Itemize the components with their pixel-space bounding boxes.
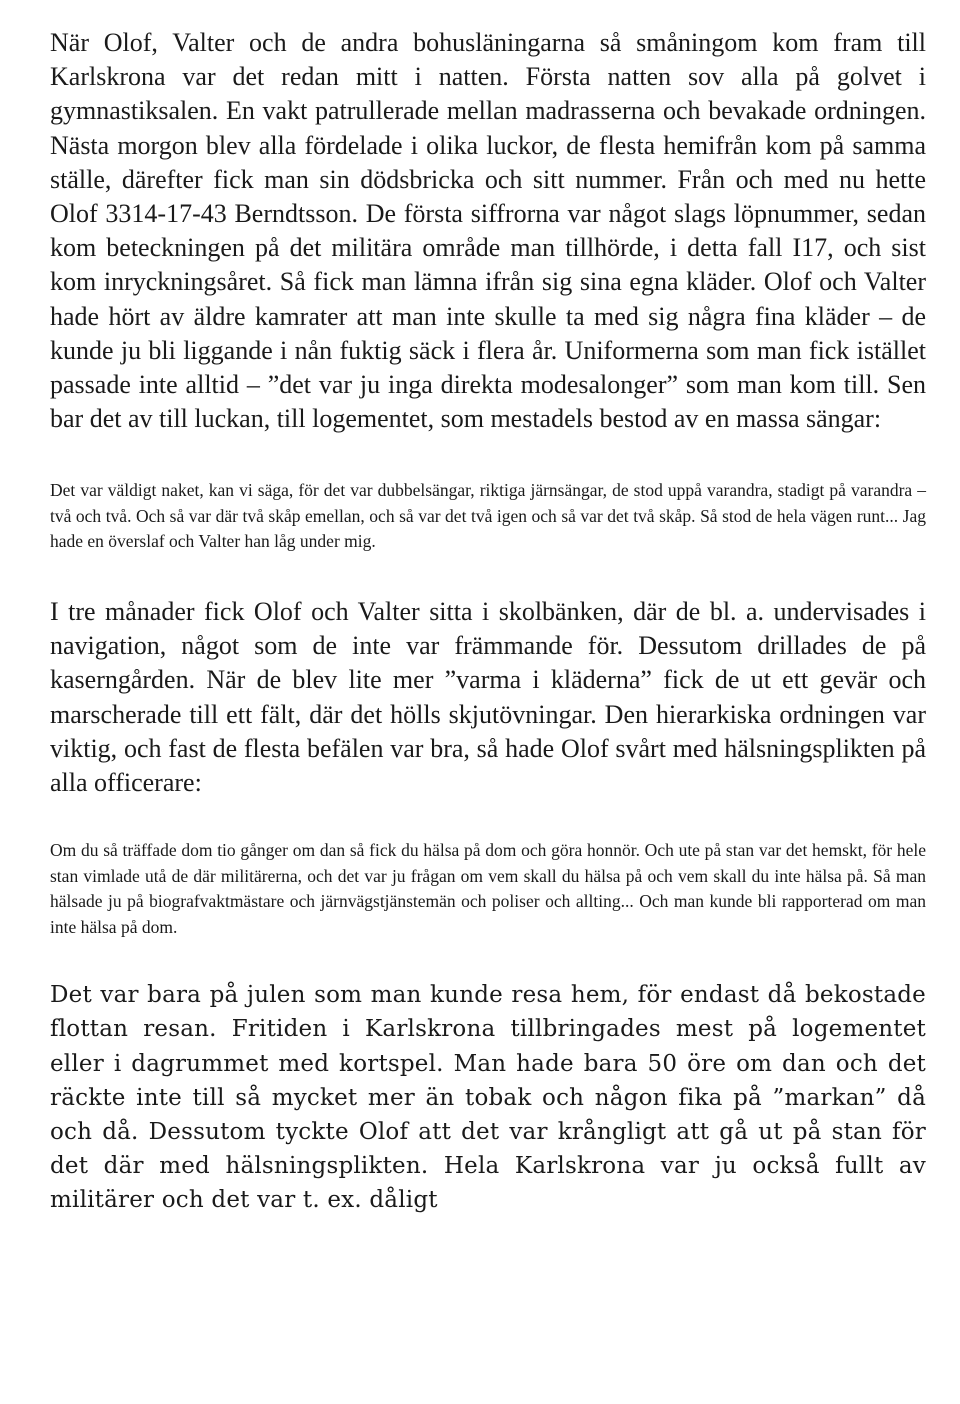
document-page bbox=[50, 26, 926, 1218]
body-paragraph: I tre månader fick Olof och Valter sitta i skolbänken, där de bl. a. undervisades i navigation, något som de inte var främmande för. Dessutom drillades de på kaserngården. När de blev lite mer ”varma i kläderna” fick de ut ett gevär och marscherade till ett fält, där det hölls skjutövningar. Den hierarkiska ordningen var viktig, och fast de flesta befälen var bra, så hade Olof svårt med hälsningsplikten på alla officerare: bbox=[50, 596, 926, 797]
interview-quote: Om du så träffade dom tio gånger om dan så fick du hälsa på dom och göra honnör. Och ute på stan var det hemskt, för hele stan vimlade utå de där militärerna, och det var ju frågan om vem skall du hälsa på och vem skall du inte hälsa på. Så man hälsade ju på biografvaktmästare och järnvägstjänstemän och poliser och allting... Och man kunde bli rapporterad om man inte hälsa på dom. bbox=[50, 840, 926, 937]
body-paragraph: När Olof, Valter och de andra bohusläningarna så småningom kom fram till Karlskrona var det redan mitt i natten. Första natten sov alla på golvet i gymnastiksalen. En vakt patrullerade mellan madrasserna och bevakade ordningen. Nästa morgon blev alla fördelade i olika luckor, de flesta hemifrån kom på samma ställe, därefter fick man sin dödsbricka och sitt nummer. Från och med nu hette Olof 3314-17-43 Berndtsson. De första siffrorna var något slags löpnummer, sedan kom beteckningen på det militära område man tillhörde, i detta fall I17, och sist kom inryckningsåret. Så fick man lämna ifrån sig sina egna kläder. Olof och Valter hade hört av äldre kamrater att man inte skulle ta med sig några fina kläder – de kunde ju bli liggande i nån fuktig säck i flera år. Uniformerna som man fick istället passade inte alltid – ”det var ju inga direkta modesalonger” som man kom till. Sen bar det av till luckan, till logementet, som mestadels bestod av en massa sängar: bbox=[50, 28, 926, 434]
interview-quote: Det var väldigt naket, kan vi säga, för det var dubbelsängar, riktiga järnsängar, de stod uppå varandra, stadigt på varandra – två och två. Och så var där två skåp emellan, och så var det två igen och så var det två skåp. Så stod de hela vägen runt... Jag hade en överslaf och Valter han låg under mig. bbox=[50, 480, 926, 552]
body-paragraph: Det var bara på julen som man kunde resa hem, för endast då bekostade flottan resan. Fritiden i Karlskrona tillbringades mest på logementet eller i dagrummet med kortspel. Man hade bara 50 öre om dan och det räckte inte till så mycket mer än tobak och någon fika på ”markan” då och då. Dessutom tyckte Olof att det var krångligt att gå ut på stan för det där med hälsningsplikten. Hela Karlskrona var ju också fullt av militärer och det var t. ex. dåligt bbox=[50, 982, 926, 1214]
